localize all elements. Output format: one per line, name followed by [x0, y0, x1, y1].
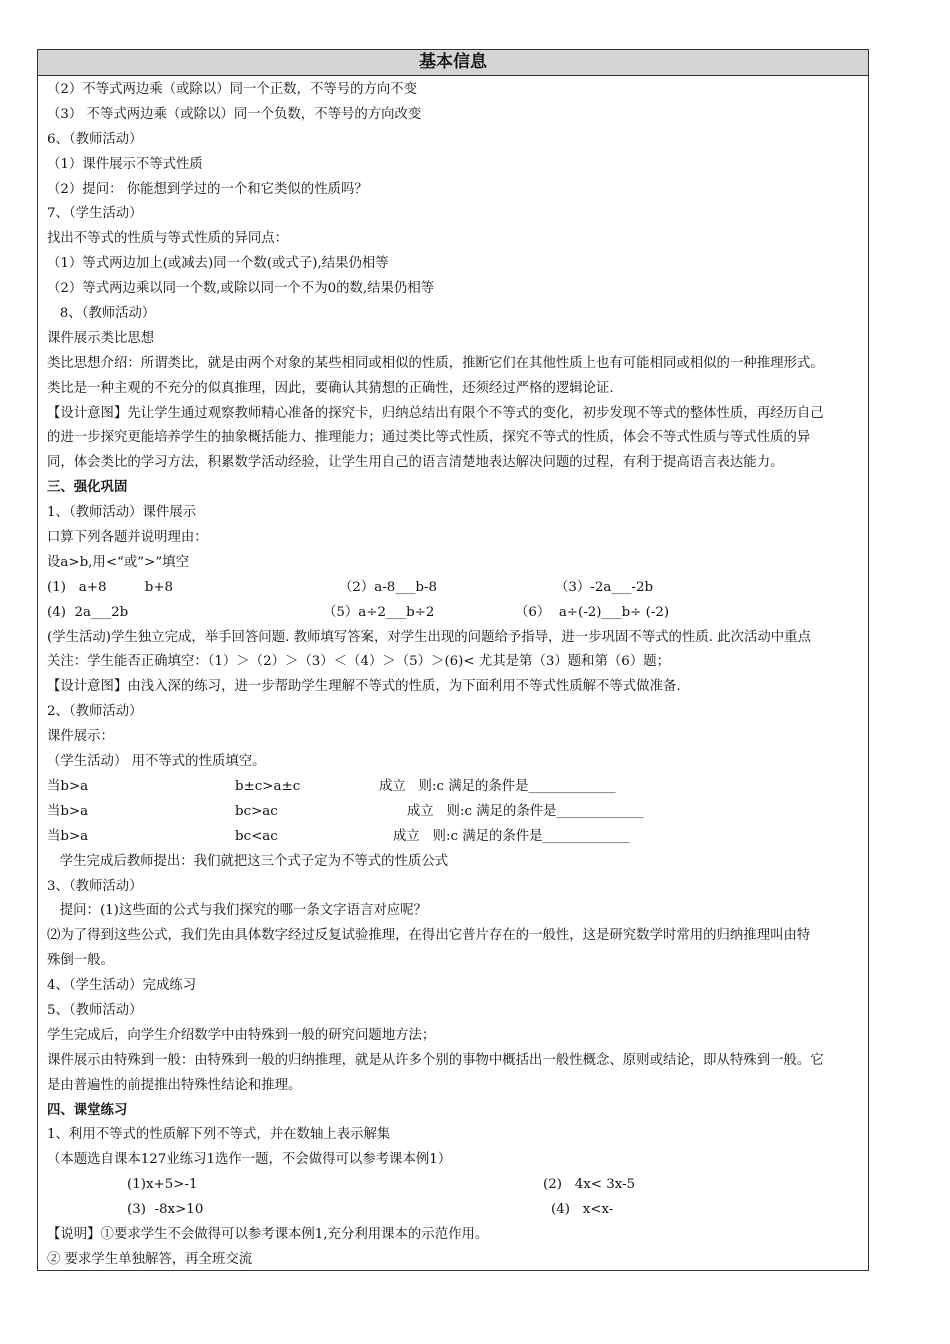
condition: 当b>a	[47, 778, 89, 794]
blank-condition: 成立 则:c 满足的条件是_____________	[393, 828, 630, 844]
section-3-title: 三、强化巩固	[47, 480, 128, 496]
text-line: ⑵为了得到这些公式，我们先由具体数字经过反复试验推理，在得出它普片存在的一般性，这是研究数学时常用的归纳推理叫由特	[47, 928, 811, 944]
text-line: 6、（教师活动）	[47, 131, 143, 147]
formula: bc>ac	[235, 803, 278, 819]
text-line: 7、（学生活动）	[47, 206, 143, 222]
text-line: 的进一步探究更能培养学生的抽象概括能力、推理能力；通过类比等式性质，探究不等式的性质，体会不等式性质与等式性质的异	[47, 430, 811, 446]
inequality-3: (3) -8x>10	[127, 1202, 204, 1218]
text-line: 提问：(1)这些面的公式与我们探究的哪一条文字语言对应呢？	[47, 903, 427, 919]
table-body	[38, 76, 868, 1273]
text-line: 4、（学生活动）完成练习	[47, 978, 197, 994]
exercise-5: （5）a÷2___b÷2	[323, 604, 435, 620]
text-line: 找出不等式的性质与等式性质的异同点：	[47, 231, 289, 247]
exercise-row	[47, 1173, 860, 1198]
inequality-4: (4) x<x-	[551, 1202, 614, 1218]
text-line: ② 要求学生单独解答，再全班交流	[47, 1251, 253, 1267]
text-line: 8、（教师活动）	[47, 306, 156, 322]
text-line: 殊倒一般。	[47, 953, 114, 969]
exercise-row	[47, 576, 860, 601]
text-line: （2）不等式两边乘（或除以）同一个正数，不等号的方向不变	[47, 82, 418, 97]
text-line: 同，体会类比的学习方法，积累数学活动经验，让学生用自己的语言清楚地表达解决问题的过程，有利于提高语言表达能力。	[47, 455, 784, 471]
text-line: 【说明】①要求学生不会做得可以参考课本例1,充分利用课本的示范作用。	[47, 1226, 489, 1242]
text-line: 2、（教师活动）	[47, 704, 143, 720]
text-line: 类比思想介绍：所谓类比，就是由两个对象的某些相同或相似的性质，推断它们在其他性质上也有可能相同或相似的一种推理形式。	[47, 355, 824, 371]
text-line: 关注：学生能否正确填空：（1）＞（2）＞（3）＜（4）＞（5）＞(6)< 尤其是第（3）题和第（6）题；	[47, 654, 671, 670]
text-line: 1、（教师活动）课件展示	[47, 505, 197, 521]
text-line: （本题选自课本127业练习1选作一题，不会做得可以参考课本例1）	[47, 1152, 452, 1168]
exercise-3: （3）-2a___-2b	[555, 579, 654, 595]
text-line: 【设计意图】由浅入深的练习，进一步帮助学生理解不等式的性质，为下面利用不等式性质解不等式做准备.	[47, 679, 681, 695]
text-line: 学生完成后教师提出：我们就把这三个式子定为不等式的性质公式	[47, 853, 449, 869]
text-line: 1、利用不等式的性质解下列不等式，并在数轴上表示解集	[47, 1127, 391, 1143]
formula: b±c>a±c	[235, 778, 301, 794]
text-line: 是由普遍性的前提推出特殊性结论和推理。	[47, 1077, 302, 1093]
text-line: （3） 不等式两边乘（或除以）同一个负数，不等号的方向改变	[47, 106, 422, 122]
text-line: （1）课件展示不等式性质	[47, 156, 203, 172]
text-line: (学生活动)学生独立完成，举手回答问题. 教师填写答案，对学生出现的问题给予指导，进一步巩固不等式的性质. 此次活动中重点	[47, 629, 811, 645]
text-line: 课件展示由特殊到一般：由特殊到一般的归纳推理，就是从许多个别的事物中概括出一般性概念、原则或结论，即从特殊到一般。它	[47, 1052, 824, 1068]
text-line: 课件展示类比思想	[47, 330, 155, 346]
text-line: 【设计意图】先让学生通过观察教师精心准备的探究卡，归纳总结出有限个不等式的变化，初步发现不等式的整体性质，再经历自己	[47, 405, 824, 421]
condition: 当b>a	[47, 828, 89, 844]
text-line: 5、（教师活动）	[47, 1002, 143, 1018]
inequality-1: (1)x+5>-1	[127, 1177, 198, 1193]
text-line: 口算下列各题并说明理由：	[47, 530, 208, 546]
exercise-row	[47, 601, 860, 626]
blank-condition: 成立 则:c 满足的条件是_____________	[407, 803, 644, 819]
lesson-table	[37, 49, 869, 1271]
property-row	[47, 800, 860, 825]
exercise-row	[47, 1198, 860, 1223]
inequality-2: (2) 4x< 3x-5	[543, 1177, 636, 1193]
text-line: （2）等式两边乘以同一个数,或除以同一个不为0的数,结果仍相等	[47, 281, 435, 297]
formula: bc<ac	[235, 828, 278, 844]
exercise-1: (1) a+8 b+8	[47, 579, 174, 595]
text-line: 设a>b,用<“或”>”填空	[47, 554, 189, 570]
text-line: （学生活动） 用不等式的性质填空。	[47, 754, 266, 770]
text-line: 类比是一种主观的不充分的似真推理，因此，要确认其猜想的正确性，还须经过严格的逻辑论证.	[47, 380, 614, 396]
exercise-6: （6） a÷(-2)___b÷ (-2)	[515, 604, 670, 620]
text-line: 课件展示：	[47, 729, 114, 745]
text-line: （1）等式两边加上(或减去)同一个数(或式子),结果仍相等	[47, 256, 389, 272]
exercise-4: (4) 2a___2b	[47, 604, 129, 620]
condition: 当b>a	[47, 803, 89, 819]
section-4-title: 四、课堂练习	[47, 1102, 128, 1118]
text-line: 3、（教师活动）	[47, 878, 143, 894]
property-row	[47, 775, 860, 800]
exercise-2: （2）a-8___b-8	[339, 579, 438, 595]
blank-condition: 成立 则:c 满足的条件是_____________	[379, 778, 616, 794]
table-header: 基本信息	[38, 50, 868, 76]
text-line: 学生完成后，向学生介绍数学中由特殊到一般的研究问题地方法；	[47, 1027, 436, 1043]
property-row	[47, 825, 860, 850]
text-line: （2）提问： 你能想到学过的一个和它类似的性质吗？	[47, 181, 368, 197]
